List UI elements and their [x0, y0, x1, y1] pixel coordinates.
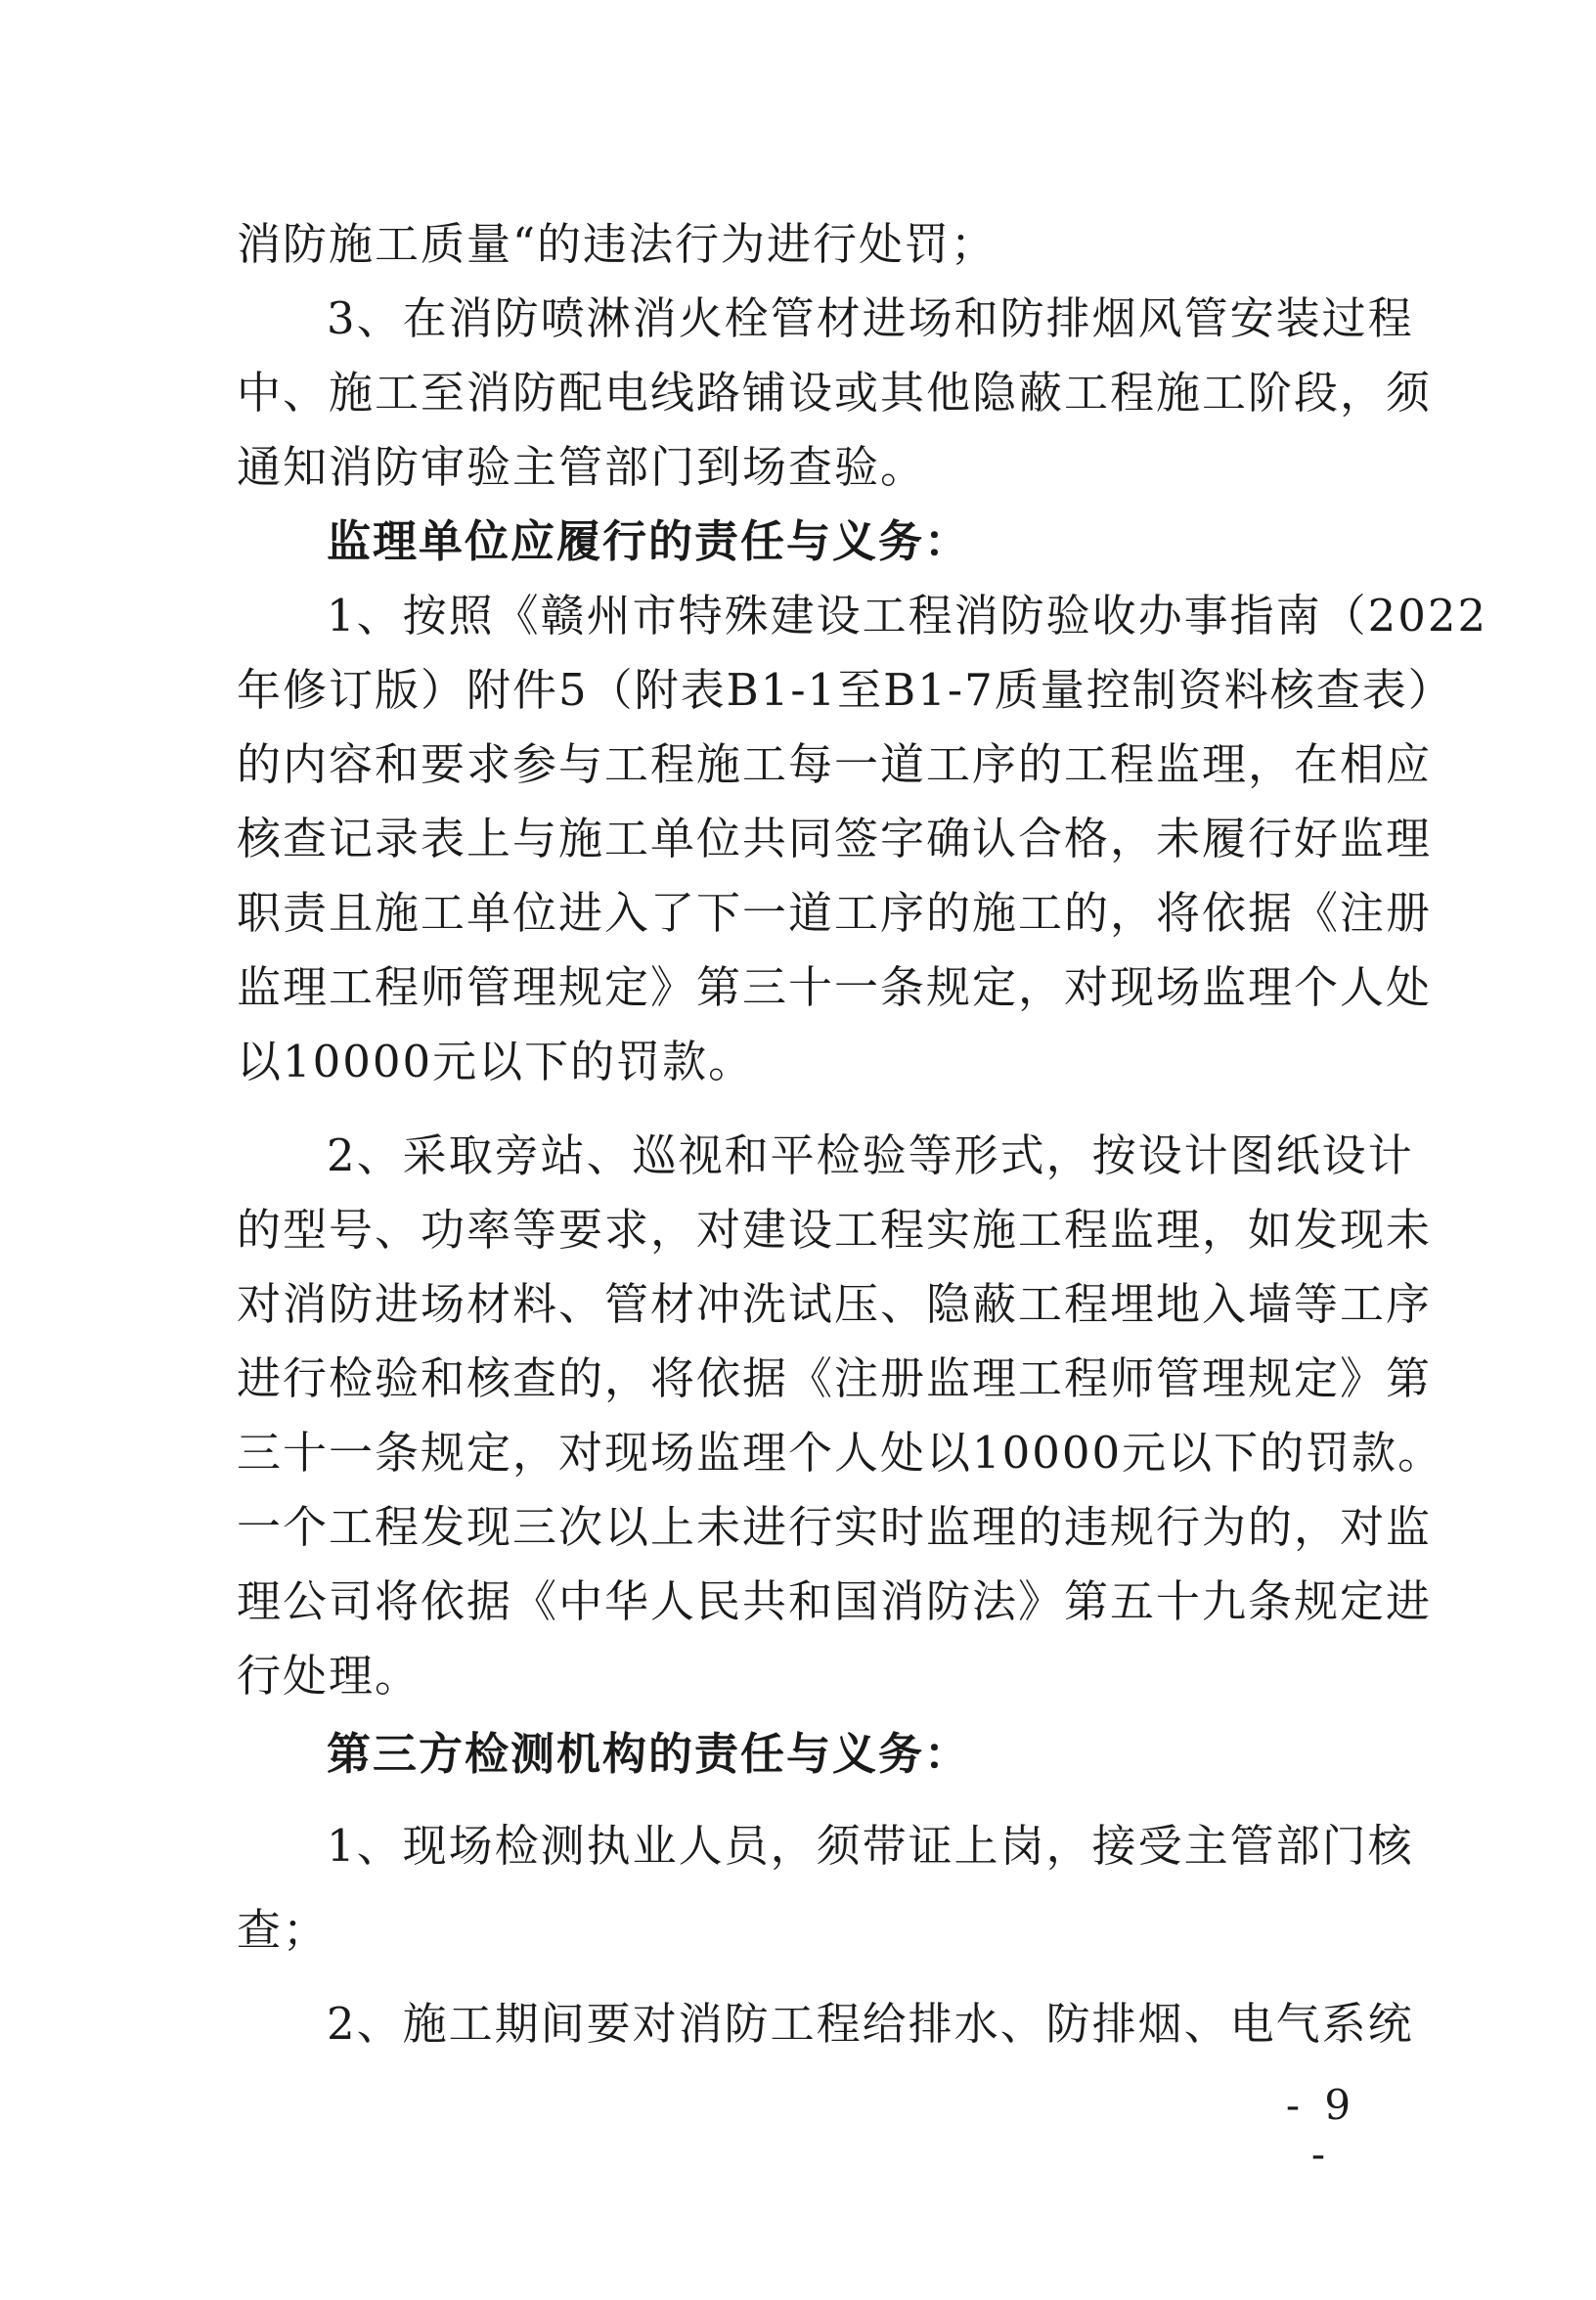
paragraph-line: 三十一条规定，对现场监理个人处以10000元以下的罚款。	[237, 1427, 1444, 1479]
paragraph-line: 查；	[237, 1904, 330, 1956]
paragraph-line: 的内容和要求参与工程施工每一道工序的工程监理，在相应	[237, 738, 1433, 790]
paragraph-line: 对消防进场材料、管材冲洗试压、隐蔽工程埋地入墙等工序	[237, 1278, 1433, 1330]
page-number: - 9 -	[1285, 2081, 1357, 2178]
section-heading: 第三方检测机构的责任与义务：	[327, 1728, 971, 1780]
paragraph-line: 1、现场检测执业人员，须带证上岗，接受主管部门核	[327, 1820, 1414, 1872]
paragraph-line: 核查记录表上与施工单位共同签字确认合格，未履行好监理	[237, 813, 1433, 864]
paragraph-line: 行处理。	[237, 1650, 421, 1702]
paragraph-line: 3、在消防喷淋消火栓管材进场和防排烟风管安装过程	[327, 292, 1414, 344]
section-heading: 监理单位应履行的责任与义务：	[327, 515, 971, 567]
paragraph-line: 通知消防审验主管部门到场查验。	[237, 441, 927, 493]
paragraph-line: 年修订版）附件5（附表B1-1至B1-7质量控制资料核查表）	[237, 664, 1454, 716]
paragraph-line: 理公司将依据《中华人民共和国消防法》第五十九条规定进	[237, 1575, 1433, 1627]
paragraph-line: 职责且施工单位进入了下一道工序的施工的，将依据《注册	[237, 887, 1433, 939]
paragraph-line: 以10000元以下的罚款。	[237, 1036, 755, 1087]
paragraph-line: 2、施工期间要对消防工程给排水、防排烟、电气系统	[327, 1998, 1414, 2050]
paragraph-line: 2、采取旁站、巡视和平检验等形式，按设计图纸设计	[327, 1129, 1414, 1181]
paragraph-line: 的型号、功率等要求，对建设工程实施工程监理，如发现未	[237, 1204, 1433, 1256]
paragraph-line: 监理工程师管理规定》第三十一条规定，对现场监理个人处	[237, 961, 1433, 1013]
paragraph-line: 一个工程发现三次以上未进行实时监理的违规行为的，对监	[237, 1501, 1433, 1553]
paragraph-line: 1、按照《赣州市特殊建设工程消防验收办事指南（2022	[327, 590, 1488, 641]
paragraph-line: 消防施工质量“的违法行为进行处罚；	[237, 218, 998, 270]
paragraph-line: 进行检验和核查的，将依据《注册监理工程师管理规定》第	[237, 1352, 1433, 1404]
paragraph-line: 中、施工至消防配电线路铺设或其他隐蔽工程施工阶段，须	[237, 367, 1433, 419]
